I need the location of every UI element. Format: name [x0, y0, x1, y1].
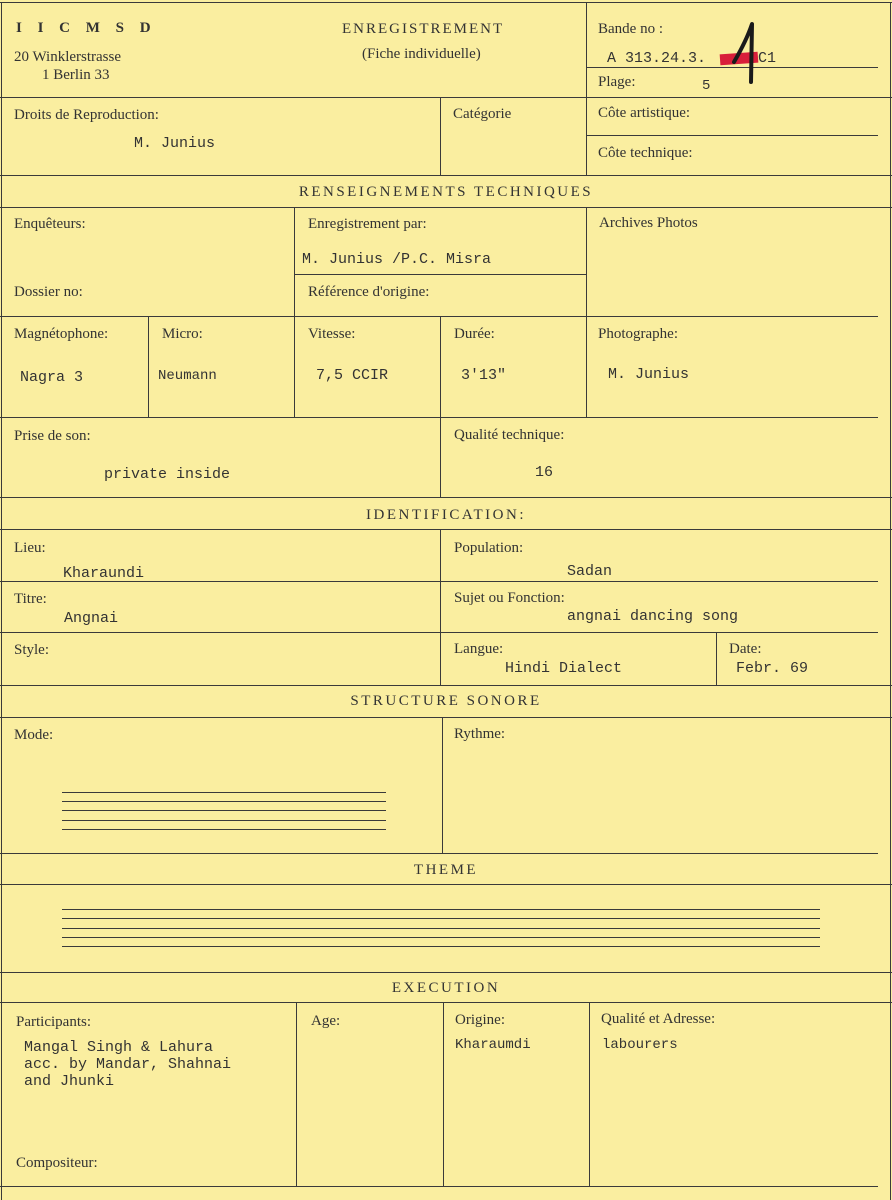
divider — [0, 853, 878, 854]
qualite-adresse-value: labourers — [602, 1037, 678, 1053]
institute-logo: I I C M S D — [16, 20, 157, 36]
divider — [0, 884, 892, 885]
lieu-label: Lieu: — [14, 540, 46, 556]
micro-value: Neumann — [158, 368, 217, 384]
divider — [0, 632, 878, 633]
qualite-adresse-label: Qualité et Adresse: — [601, 1011, 716, 1027]
photographe-value: M. Junius — [608, 366, 690, 383]
prise-value: private inside — [104, 466, 231, 483]
enregistrement-par-value: M. Junius /P.C. Misra — [302, 251, 492, 268]
date-value: Febr. 69 — [736, 660, 809, 677]
divider — [586, 135, 878, 136]
section-title-structure: STRUCTURE SONORE — [350, 693, 542, 709]
border-left — [1, 2, 2, 1200]
divider — [294, 274, 586, 275]
divider — [440, 97, 441, 176]
reference-label: Référence d'origine: — [308, 284, 430, 300]
dossier-label: Dossier no: — [14, 284, 83, 300]
form-subtitle: (Fiche individuelle) — [362, 46, 481, 62]
divider — [716, 632, 717, 685]
compositeur-label: Compositeur: — [16, 1155, 98, 1171]
staff-line — [62, 909, 820, 910]
origine-value: Kharaumdi — [455, 1037, 531, 1053]
vitesse-label: Vitesse: — [308, 326, 356, 342]
divider — [440, 529, 441, 685]
titre-label: Titre: — [14, 591, 47, 607]
enqueteurs-label: Enquêteurs: — [14, 216, 86, 232]
origine-label: Origine: — [455, 1012, 505, 1028]
divider — [589, 1002, 590, 1186]
staff-line — [62, 792, 386, 793]
staff-line — [62, 918, 820, 919]
staff-line — [62, 946, 820, 947]
magnetophone-value: Nagra 3 — [20, 369, 84, 386]
bande-label: Bande no : — [598, 21, 663, 37]
bande-value-prefix: A 313.24.3. — [607, 50, 707, 67]
address-city: 1 Berlin 33 — [42, 67, 110, 83]
staff-line — [62, 928, 820, 929]
categorie-label: Catégorie — [453, 106, 512, 122]
duree-label: Durée: — [454, 326, 495, 342]
divider — [440, 316, 441, 497]
cote-technique-label: Côte technique: — [598, 145, 693, 161]
border-right — [890, 2, 891, 1200]
plage-value: 5 — [702, 78, 711, 94]
staff-line — [62, 829, 386, 830]
divider — [442, 717, 443, 853]
population-label: Population: — [454, 540, 524, 556]
divider — [0, 417, 878, 418]
archives-label: Archives Photos — [599, 215, 698, 231]
date-label: Date: — [729, 641, 762, 657]
langue-value: Hindi Dialect — [505, 660, 623, 677]
divider — [296, 1002, 297, 1186]
bande-value-suffix: C1 — [758, 50, 777, 67]
sujet-label: Sujet ou Fonction: — [454, 590, 565, 606]
langue-label: Langue: — [454, 641, 504, 657]
divider — [0, 529, 892, 530]
divider — [0, 97, 892, 98]
border-top — [0, 2, 892, 3]
section-title-technical: RENSEIGNEMENTS TECHNIQUES — [298, 184, 594, 200]
divider — [586, 2, 587, 176]
magnetophone-label: Magnétophone: — [14, 326, 109, 342]
participants-line-1: Mangal Singh & Lahura — [24, 1039, 214, 1056]
participants-line-2: acc. by Mandar, Shahnai — [24, 1056, 232, 1073]
divider — [0, 717, 892, 718]
micro-label: Micro: — [162, 326, 203, 342]
divider — [294, 207, 295, 417]
droits-value: M. Junius — [134, 135, 216, 152]
lieu-value: Kharaundi — [63, 565, 145, 582]
section-title-execution: EXECUTION — [391, 980, 501, 996]
form-title: ENREGISTREMENT — [342, 21, 505, 37]
age-label: Age: — [311, 1013, 341, 1029]
address-street: 20 Winklerstrasse — [14, 49, 122, 65]
enregistrement-par-label: Enregistrement par: — [308, 216, 427, 232]
participants-label: Participants: — [16, 1014, 91, 1030]
handwritten-number-mark — [724, 20, 764, 86]
divider — [0, 316, 878, 317]
staff-line — [62, 820, 386, 821]
duree-value: 3'13" — [461, 367, 507, 384]
divider — [0, 685, 892, 686]
divider — [148, 316, 149, 417]
prise-label: Prise de son: — [14, 428, 91, 444]
style-label: Style: — [14, 642, 50, 658]
divider — [0, 1002, 892, 1003]
sujet-value: angnai dancing song — [567, 608, 739, 625]
divider — [0, 497, 892, 498]
participants-line-3: and Jhunki — [24, 1073, 115, 1090]
divider — [443, 1002, 444, 1186]
divider — [586, 207, 587, 417]
staff-line — [62, 810, 386, 811]
divider — [0, 175, 892, 176]
mode-label: Mode: — [14, 727, 54, 743]
plage-label: Plage: — [598, 74, 636, 90]
staff-line — [62, 801, 386, 802]
photographe-label: Photographe: — [598, 326, 678, 342]
qualite-technique-value: 16 — [535, 464, 554, 481]
rythme-label: Rythme: — [454, 726, 506, 742]
titre-value: Angnai — [64, 610, 119, 627]
divider — [0, 1186, 878, 1187]
vitesse-value: 7,5 CCIR — [316, 367, 389, 384]
droits-label: Droits de Reproduction: — [14, 107, 159, 123]
section-title-theme: THEME — [413, 862, 479, 878]
divider — [0, 972, 892, 973]
qualite-technique-label: Qualité technique: — [454, 427, 565, 443]
staff-line — [62, 937, 820, 938]
section-title-identification: IDENTIFICATION: — [366, 507, 526, 523]
divider — [0, 207, 892, 208]
cote-artistique-label: Côte artistique: — [598, 105, 691, 121]
population-value: Sadan — [567, 563, 613, 580]
